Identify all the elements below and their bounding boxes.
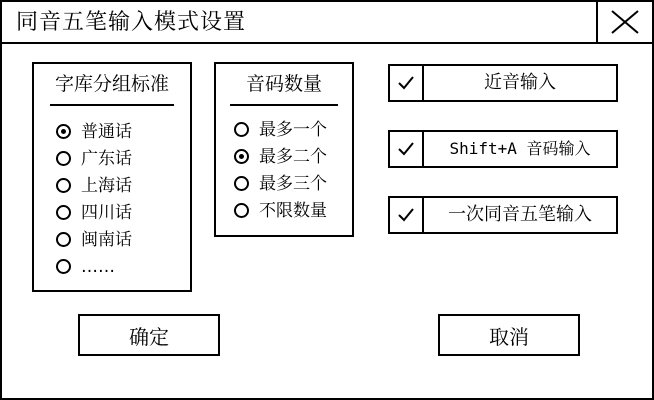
radio-option-max-three[interactable] [234,170,327,197]
dialog-title: 同音五笔输入模式设置 [16,10,247,35]
radio-icon [234,203,249,218]
count-group-title: 音码数量 [245,73,322,95]
radio-label: 上海话 [81,175,132,196]
font-group-radio-list [56,118,132,280]
checkbox-option-tongyin[interactable] [388,196,618,234]
radio-icon [234,149,249,164]
title-bar [2,2,652,44]
checkbox-option-jinyin[interactable] [388,64,618,102]
radio-label: 最多二个 [259,146,327,167]
radio-option-putonghua[interactable] [56,118,132,145]
radio-icon [56,178,71,193]
count-group-divider [230,104,338,106]
radio-option-unlimited[interactable] [234,197,327,224]
check-icon[interactable] [390,66,424,100]
close-icon [598,9,652,35]
radio-option-max-two[interactable] [234,143,327,170]
close-button[interactable] [596,2,652,42]
cancel-button[interactable]: 取消 [438,314,580,356]
radio-label: 广东话 [81,148,132,169]
radio-option-guangdonghua[interactable] [56,145,132,172]
radio-option-shanghaihua[interactable] [56,172,132,199]
radio-icon [56,151,71,166]
checkbox-label: 一次同音五笔输入 [448,204,592,225]
radio-option-more[interactable] [56,253,132,280]
font-group-divider [50,104,174,106]
radio-label: 最多一个 [259,119,327,140]
radio-icon [56,259,71,274]
check-icon[interactable] [390,132,424,166]
radio-label: 普通话 [81,121,132,142]
radio-icon [234,122,249,137]
radio-icon [56,232,71,247]
count-group-radio-list [234,116,327,224]
checkbox-label: 近音输入 [484,72,556,93]
count-group-box [214,62,354,237]
radio-label: 不限数量 [259,200,327,221]
font-group-box [32,62,192,292]
radio-label: 最多三个 [259,173,327,194]
radio-option-minnanhua[interactable] [56,226,132,253]
radio-icon [56,205,71,220]
font-group-title: 字库分组标准 [54,73,169,95]
radio-icon [56,124,71,139]
radio-label: 闽南话 [81,229,132,250]
radio-label: 四川话 [81,202,132,223]
radio-icon [234,176,249,191]
ok-button[interactable]: 确定 [78,314,220,356]
checkbox-label: Shift+A 音码输入 [449,139,591,158]
check-icon[interactable] [390,198,424,232]
radio-option-max-one[interactable] [234,116,327,143]
radio-option-sichuanhua[interactable] [56,199,132,226]
checkbox-option-shift-a[interactable] [388,130,618,168]
radio-label: …… [81,256,115,277]
